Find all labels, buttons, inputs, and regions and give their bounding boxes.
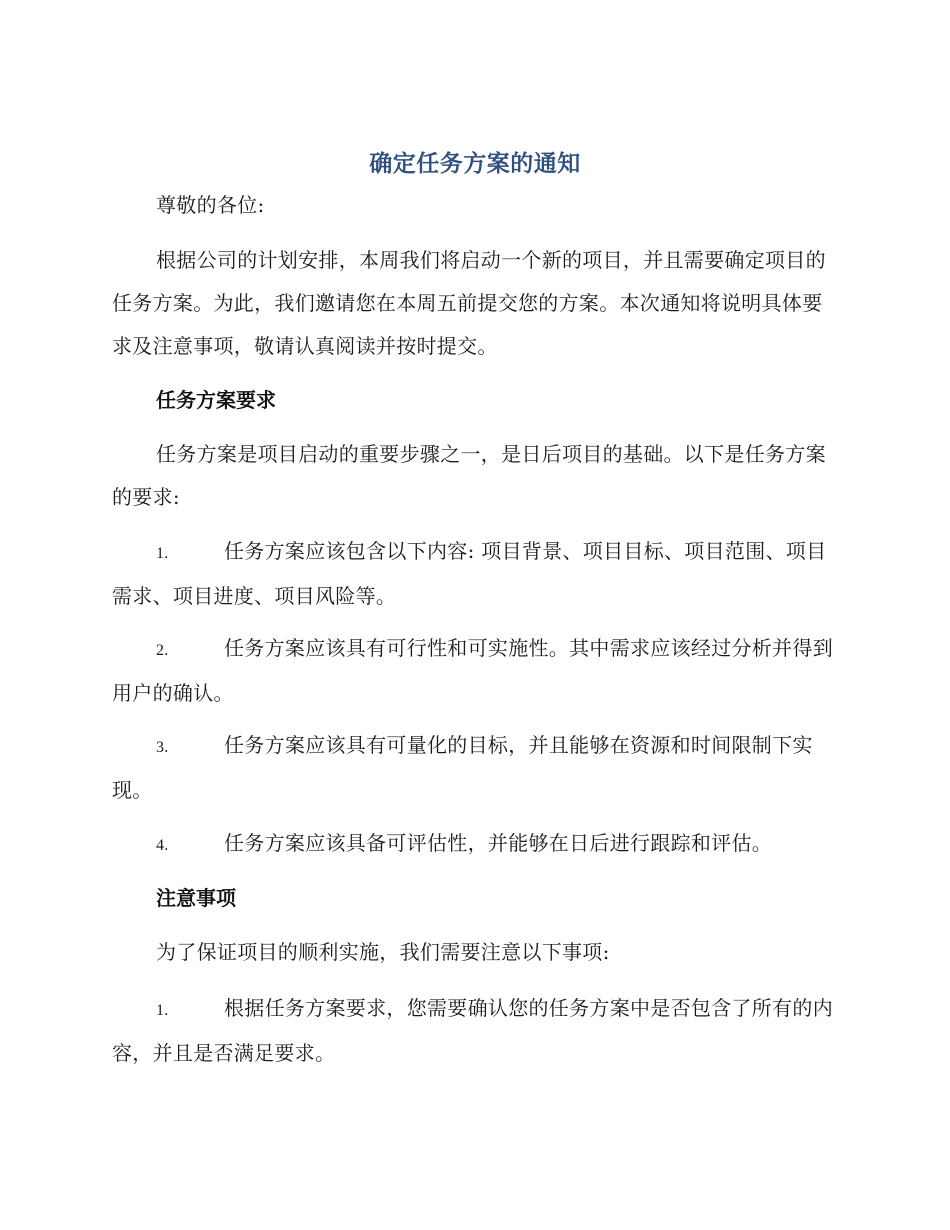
salutation: 尊敬的各位:	[156, 193, 265, 217]
list-item	[112, 627, 834, 715]
intro-paragraph: 根据公司的计划安排，本周我们将启动一个新的项目，并且需要确定项目的任务方案。为此，我们邀请您在本周五前提交您的方案。本次通知将说明具体要求及注意事项，敬请认真阅读并按时提交。	[112, 248, 826, 358]
list-number: 4.	[156, 837, 169, 854]
list-text: 任务方案应该具备可评估性，并能够在日后进行跟踪和评估。	[224, 831, 773, 855]
list-item	[112, 822, 834, 867]
list-number: 3.	[156, 739, 169, 756]
list-text: 任务方案应该具有可行性和可实施性。其中需求应该经过分析并得到用户的确认。	[112, 636, 833, 705]
list-item	[112, 724, 834, 812]
section-heading-notes: 注意事项	[156, 886, 236, 910]
list-text: 根据任务方案要求，您需要确认您的任务方案中是否包含了所有的内容，并且是否满足要求。	[112, 996, 833, 1065]
list-text: 任务方案应该包含以下内容: 项目背景、项目目标、项目范围、项目需求、项目进度、项目风险等。	[112, 539, 827, 608]
list-number: 2.	[156, 642, 169, 659]
list-text: 任务方案应该具有可量化的目标，并且能够在资源和时间限制下实现。	[112, 733, 813, 802]
list-number: 1.	[156, 1002, 169, 1019]
section-heading-requirements: 任务方案要求	[156, 388, 276, 412]
list-number: 1.	[156, 545, 169, 562]
document-title: 确定任务方案的通知	[369, 151, 581, 177]
list-item	[112, 530, 834, 618]
requirements-intro: 任务方案是项目启动的重要步骤之一，是日后项目的基础。以下是任务方案的要求:	[112, 442, 826, 509]
notes-intro: 为了保证项目的顺利实施，我们需要注意以下事项:	[156, 940, 610, 964]
list-item	[112, 987, 834, 1075]
